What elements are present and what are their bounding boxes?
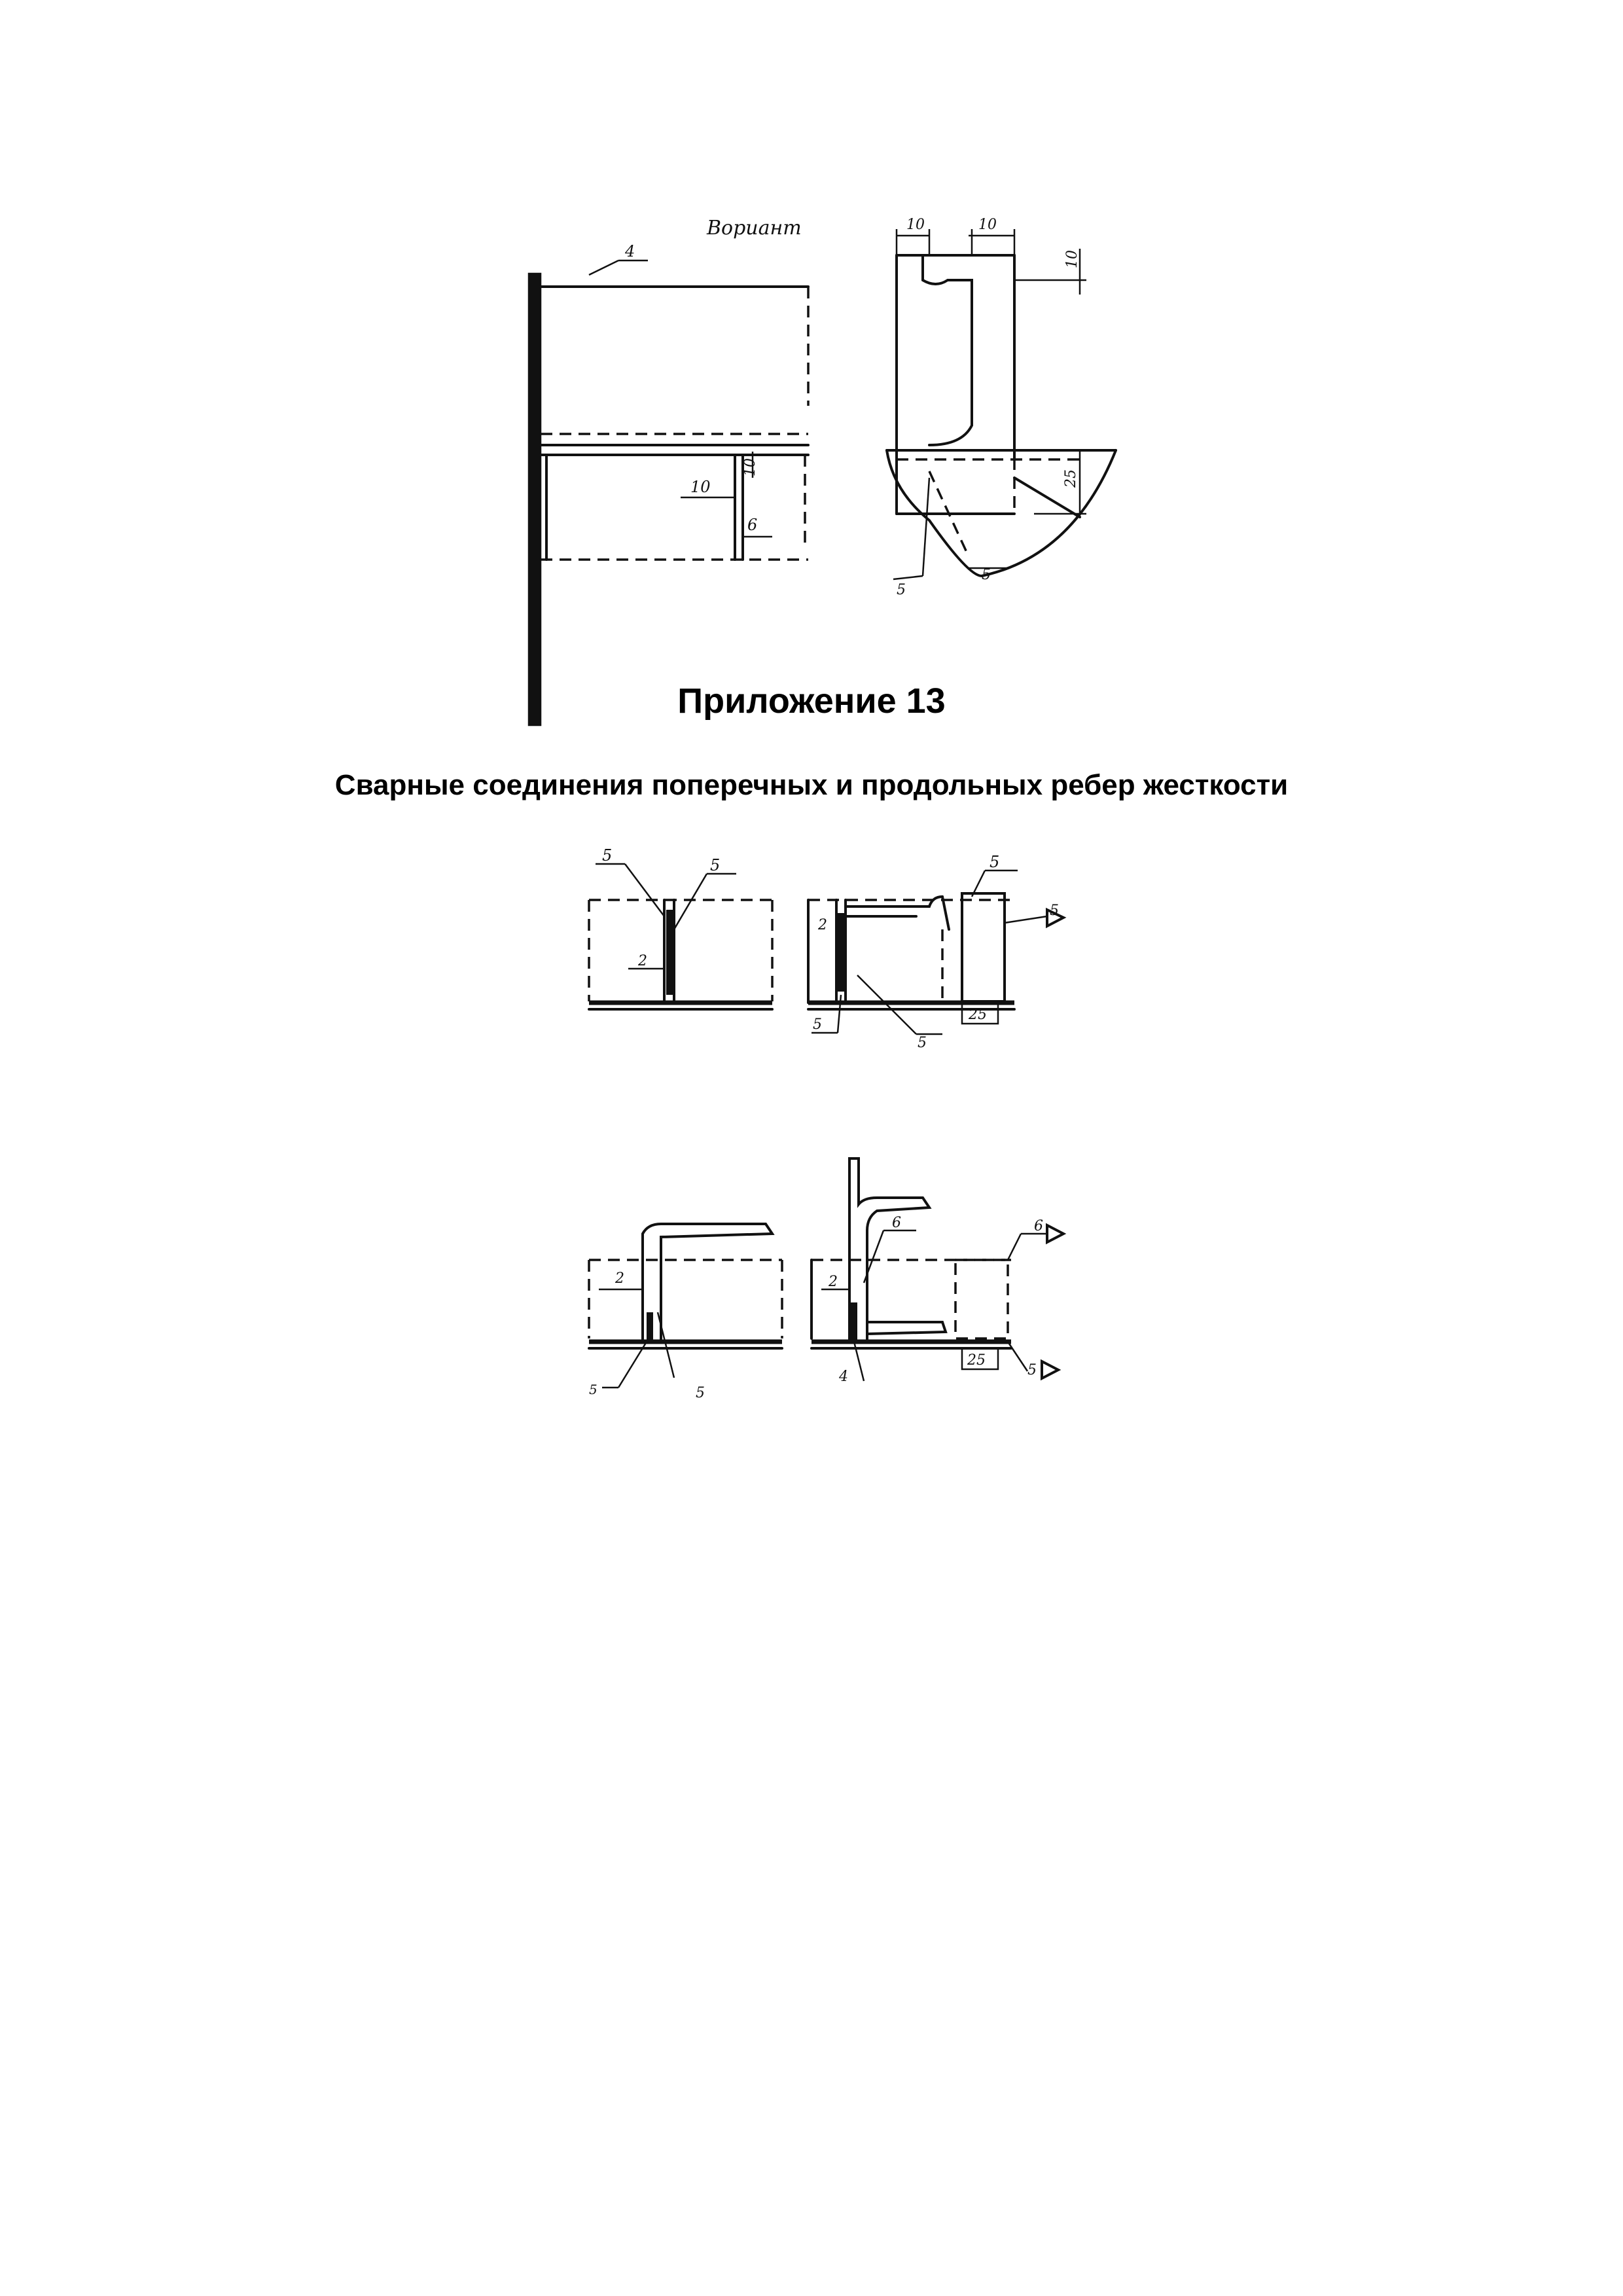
drawing-mid-right bbox=[808, 870, 1063, 1034]
dim-label-25: 25 bbox=[1063, 469, 1079, 488]
drawing-top-section-view bbox=[887, 229, 1116, 579]
mid-dim-label-25: 25 bbox=[969, 1007, 987, 1023]
variant-label: Вориант bbox=[707, 217, 802, 240]
weld-label-4: 4 bbox=[625, 242, 635, 260]
drawing-bottom bbox=[576, 1145, 1113, 1420]
bottom-dim-label-2-b: 2 bbox=[829, 1274, 838, 1290]
page-subtitle: Сварные соединения поперечных и продольных ребер жесткости bbox=[334, 769, 1289, 801]
drawing-bottom-right bbox=[812, 1158, 1063, 1381]
bottom-weld-label-4: 4 bbox=[839, 1369, 848, 1385]
dim-label-10-d: 10 bbox=[978, 217, 997, 233]
mid-weld-label-5-a: 5 bbox=[602, 846, 613, 865]
bottom-weld-label-5-b: 5 bbox=[696, 1385, 705, 1401]
dim-label-10-a: 10 bbox=[690, 478, 711, 496]
bottom-dim-label-25: 25 bbox=[967, 1352, 986, 1369]
drawing-top bbox=[510, 209, 1139, 609]
mid-weld-label-5-c: 5 bbox=[990, 853, 1000, 871]
bottom-weld-label-5-a: 5 bbox=[589, 1382, 597, 1397]
bottom-weld-label-6-b: 6 bbox=[1034, 1218, 1043, 1234]
dim-label-10-b: 10 bbox=[742, 458, 758, 476]
drawing-mid-left bbox=[589, 864, 772, 1009]
bottom-weld-label-6-a: 6 bbox=[892, 1215, 901, 1231]
weld-label-5-a: 5 bbox=[897, 582, 906, 598]
mid-weld-label-5-b: 5 bbox=[710, 856, 721, 874]
page-title: Приложение 13 bbox=[677, 681, 946, 721]
weld-label-5-b: 5 bbox=[982, 567, 991, 583]
bottom-dim-label-2-a: 2 bbox=[615, 1270, 624, 1287]
mid-weld-label-5-d: 5 bbox=[1050, 903, 1059, 919]
drawing-bottom-left bbox=[589, 1224, 782, 1388]
drawing-top-side-view bbox=[529, 260, 808, 725]
mid-dim-label-2-a: 2 bbox=[638, 953, 647, 969]
mid-weld-label-5-f: 5 bbox=[918, 1035, 927, 1051]
dim-label-6: 6 bbox=[747, 516, 758, 534]
dim-label-10-c: 10 bbox=[906, 217, 925, 233]
dim-label-10-e: 10 bbox=[1064, 250, 1080, 268]
mid-weld-label-5-e: 5 bbox=[813, 1016, 822, 1033]
drawing-mid bbox=[576, 825, 1113, 1060]
bottom-weld-label-5-c: 5 bbox=[1027, 1362, 1037, 1378]
mid-dim-label-2-b: 2 bbox=[818, 917, 827, 933]
